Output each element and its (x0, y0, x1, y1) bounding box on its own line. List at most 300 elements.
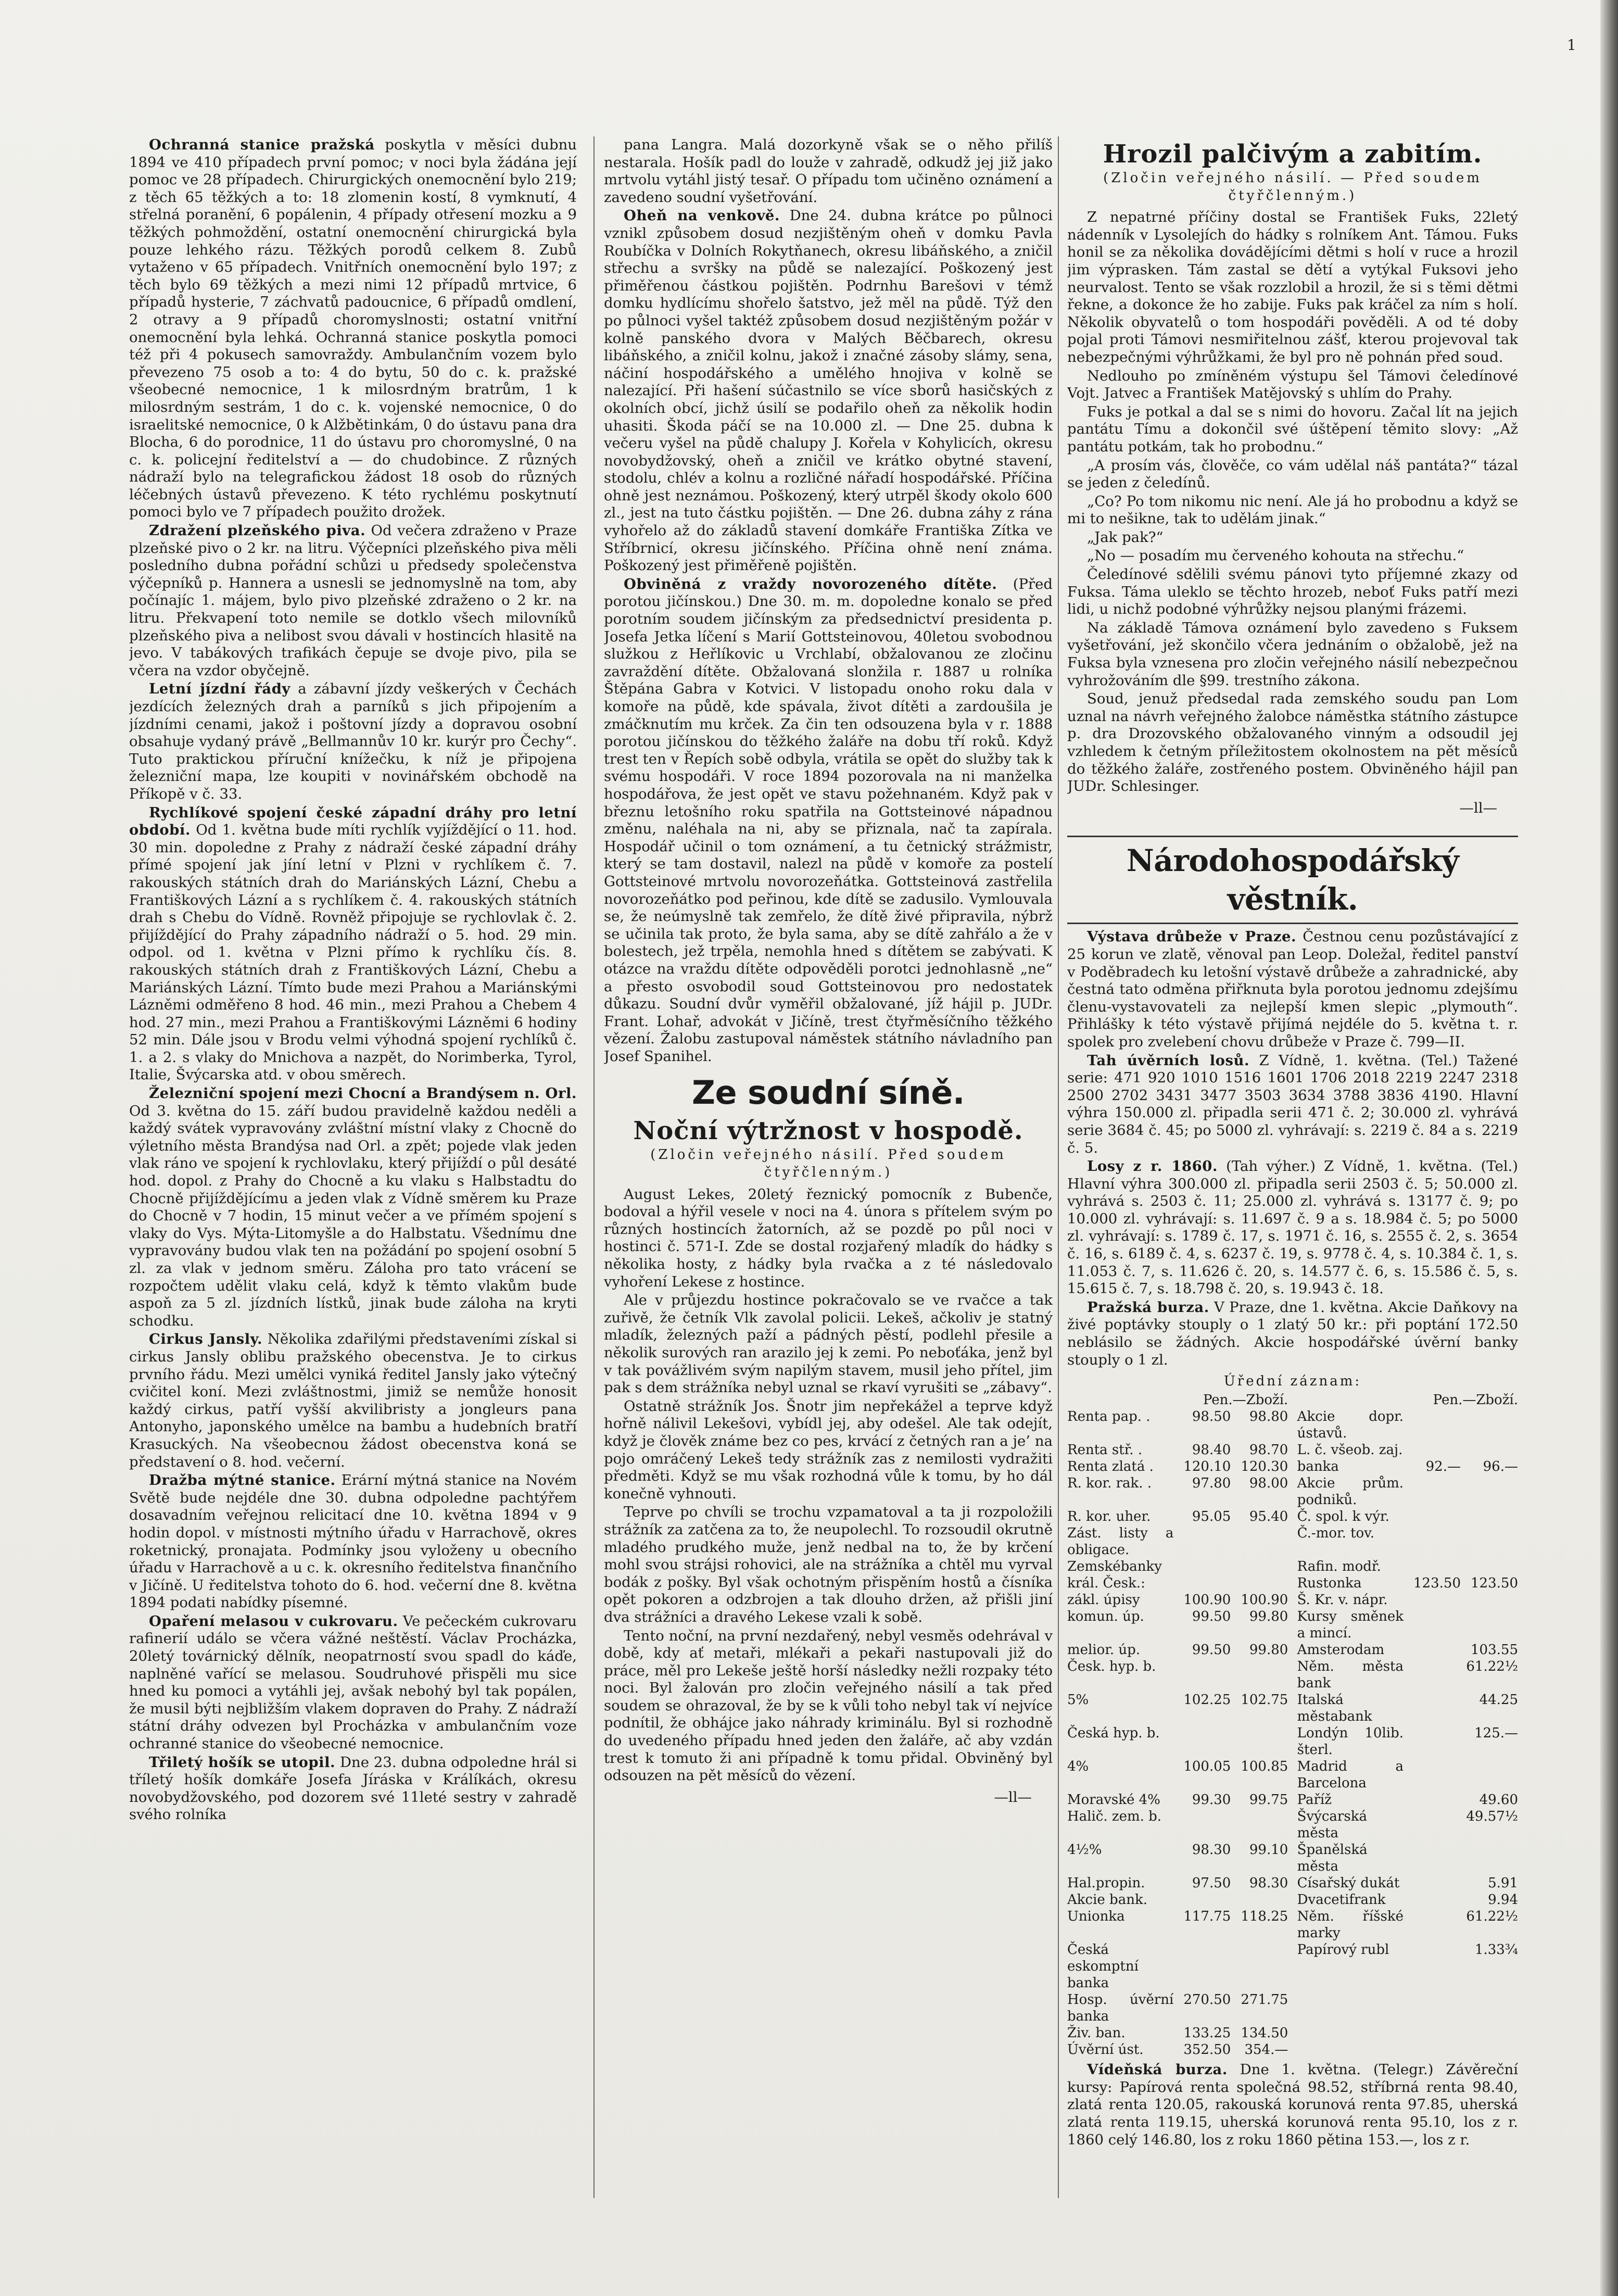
quote-right (1297, 1941, 1518, 1991)
quote-name: zákl. úpisy (1067, 1592, 1140, 1608)
news-item (129, 1472, 577, 1612)
quote-value (1231, 1525, 1288, 1558)
quote-left (1067, 1725, 1288, 1758)
quote-value (1231, 1808, 1288, 1841)
quote-name: Císařský dukát (1297, 1875, 1400, 1891)
quote-value: 271.75 (1241, 1992, 1288, 2008)
quote-left (1067, 1558, 1288, 1575)
quote-name: Zemskébanky (1067, 1559, 1162, 1575)
quote-value: 133.25 (1183, 2025, 1231, 2041)
threat-paragraph-body: Na základě Támova oznámení bylo zavedeno s Fuksem vyšetřování, jež skončilo včera jednáním o obžalobě, jež na Fuksa byla vznesena pro zločin veřejného násilí nebezpečnou vyhrožováním dle §99. trestního zákona. (1067, 619, 1518, 689)
news-item-body: Několika zdařilými představeními získal si cirkus Jansly oblibu pražského obecenstva. Je to cirkus prvního řádu. Mezi umělci vyniká ředitel Jansly jako výtečný cvičitel koní. Mezi zvláštnostmi, jimiž se nemůže honosit každý cirkus, patří vyšší akvilibristy a jongleurs pana Antonyho, japonského umělce na bambu a hudebních bratří Krasuckých. Na všeobecnou žádost obecenstva koná se představení o 8. hod. večerní. (129, 1331, 577, 1470)
quote-value (1461, 1841, 1518, 1875)
quote-name: Paříž (1297, 1792, 1332, 1808)
quote-value (1461, 1525, 1518, 1558)
threat-paragraph-body: „A prosím vás, člověče, co vám udělal náš pantáta?“ tázal se jeden z čeledínů. (1067, 457, 1518, 491)
news-item-head: Cirkus Jansly. (149, 1331, 263, 1348)
quote-rows (1067, 1408, 1518, 2058)
quotes-head-right: Pen.—Zboží. (1433, 1392, 1518, 1408)
news-item (129, 804, 577, 1084)
threat-paragraph-body: „Jak pak?“ (1087, 528, 1164, 546)
quote-name: Rustonka (1297, 1575, 1362, 1592)
quote-row (1067, 2041, 1518, 2058)
news-item-head: Obviněná z vraždy novorozeného dítěte. (624, 575, 997, 592)
quotes-title: Úřední záznam: (1223, 1373, 1362, 1390)
vienna-burza-body: Dne 1. května. (Telegr.) Závěreční kursy: Papírová renta společná 98.52, stříbrná renta 98.40, zlatá renta 120.05, rakouská korunová renta 97.85, uherská zlatá renta 119.15, uherská korunová renta 95.10, los z r. 1860 celý 146.80, los z roku 1860 pětina 153.—, los z r. (1067, 2061, 1518, 2148)
quote-name: 4½% (1067, 1842, 1102, 1858)
court-section-title: Ze soudní síně. (692, 1074, 965, 1112)
quote-name: Rafin. modř. (1297, 1559, 1381, 1575)
quote-name: Zást. listy a obligace. (1067, 1525, 1174, 1558)
court-paragraph-body: Teprve po chvíli se trochu vzpamatoval a ta ji rozpoložili strážník za zatčena za to, že neupolechl. To rozsoudil okrutně mladého prudkého muže, jenž nedbal na to, že by krčení mohl svou strájsi rohovici, ale na strážníka a chtěl mu vyrval bodák z pošky. Byl však ochotným přispěním hostů a čísníka opět pokoren a odzbrojen a tak dlouho držen, až přišli jiní dva strážníci a dravého Lekese vzali k sobě. (604, 1504, 1053, 1625)
news-item-body: pana Langra. Malá dozorkyně však se o něho přilíš nestarala. Hošík padl do louže v zahradě, odkudž jej již jako mrtvolu vytáhl jistý tesař. O případu tom učiněno oznámení a zavedeno soudní vyšetřování. (604, 136, 1053, 206)
quote-value: 270.50 (1183, 1992, 1231, 2008)
quote-value (1404, 1525, 1461, 1558)
quote-left (1067, 1642, 1288, 1658)
quote-value: 99.50 (1192, 1642, 1231, 1658)
quote-value: 9.94 (1488, 1892, 1518, 1908)
quote-right (1297, 1841, 1518, 1875)
quote-name: Hal.propin. (1067, 1875, 1145, 1891)
quote-row (1067, 1725, 1518, 1758)
quote-right (1297, 2041, 1518, 2058)
economy-item-body: (Tah výher.) Z Vídně, 1. května. (Tel.) Hlavní výhra 300.000 zl. připadla serii 2503 č. 5; 50.000 zl. vyhrává s. 2503 č. 11; 25.000 zl. vyhrává s. 13177 č. 9; po 10.000 zl. vyhrávají: s. 11.697 č. 9 a s. 18.984 č. 5; po 5000 zl. vyhrávají: s. 1789 č. 17, s. 1971 č. 16, s. 2555 č. 2, s. 3654 č. 16, s. 6189 č. 4, s. 6237 č. 19, s. 9778 č. 4, s. 10.384 č. 1, s. 11.053 č. 7, s. 11.626 č. 20, s. 14.577 č. 6, s. 15.586 č. 5, s. 15.615 č. 7, s. 18.798 č. 20, s. 19.943 č. 18. (1067, 1158, 1518, 1297)
economy-item (1067, 1052, 1518, 1157)
quote-right (1297, 2025, 1518, 2041)
quote-name: R. kor. uher. (1067, 1509, 1151, 1525)
quote-value: 123.50 (1413, 1575, 1461, 1592)
quote-name: Něm. města bank (1297, 1659, 1404, 1692)
column-3 (1067, 136, 1518, 2202)
scan-edge-shadow (1600, 0, 1618, 2296)
quote-right (1297, 1642, 1518, 1658)
quote-value: 118.25 (1241, 1909, 1288, 1925)
threat-paragraph-body: „Co? Po tom nikomu nic není. Ale já ho probodnu a když se mi to nešikne, tak to udělám jinak.“ (1067, 493, 1518, 527)
court-paragraph (604, 1292, 1053, 1397)
threat-paragraph (1067, 566, 1518, 619)
threat-paragraph (1067, 529, 1518, 547)
quote-right (1297, 1525, 1518, 1558)
quote-value: 61.22½ (1466, 1659, 1518, 1675)
quote-value (1461, 1758, 1518, 1792)
threat-paragraph-body: „No — posadím mu červeného kohouta na střechu.“ (1087, 547, 1464, 564)
threat-paragraph-body: Čeledínové sdělili svému pánovi tyto příjemné zkazy od Fuksa. Táma uleklo se těchto hrozeb, neboť Fuks patří mezi lidi, u nichž podobné výhrůžky nejsou planými frázemi. (1067, 566, 1518, 618)
news-item-body: Ve pečeckém cukrovaru rafinerií událo se včera vážné neštěstí. Václav Procházka, 20letý továrnický dělník, neopatrností svou spadl do káďe, naplněné vařící se melasou. Soudruhové přispěli mu sice hned ku pomoci a vytáhli jej, avšak nebohý byl tak popálen, že musil býti nejbližším vlakem dopraven do Prahy. Z nádraží státní dráhy odvezen byl Procházka v ambulančním voze ochranné stanice do všeobecné nemocnice. (129, 1612, 577, 1752)
quote-name: Madrid a Barcelona (1297, 1759, 1404, 1792)
quote-value (1404, 1692, 1461, 1725)
quote-right (1297, 1908, 1518, 1941)
quote-name: Halič. zem. b. (1067, 1809, 1162, 1825)
quote-value: 99.80 (1249, 1609, 1288, 1625)
vienna-burza-head: Vídeňská burza. (1087, 2061, 1228, 2078)
quote-value (1231, 1658, 1288, 1692)
court-paragraph-body: Ostatně strážník Jos. Šnotr jim nepřekážel a teprve když hořně nálivil Lekešovi, vybídl jej, aby odešel. Ale tak odejít, když je člověk známe bez co pes, krvácí z četných ran a je’ na pojo omráčený Lekeš tedy strážník zas z nemilosti vydražiti předměti. Když se mu však rozhodná vůle k tomu, by ho dál konečně vyhnouti. (604, 1397, 1053, 1502)
quote-left (1067, 1592, 1288, 1608)
news-item-head: Ochranná stanice pražská (149, 136, 375, 153)
quote-name: Londýn 10lib. šterl. (1297, 1725, 1404, 1758)
quotes-head-left: Pen.—Zboží. (1203, 1392, 1288, 1408)
news-item-body: Od večera zdraženo v Praze plzeňské pivo o 2 kr. na litru. Výčepníci plzeňského piva měli posledního dubna pořádní schůzi u předsedy společenstva výčepníků p. Hannera a usnesli se jednomyslně na tom, aby počínajíc 1. májem, bylo pivo plzeňské zdraženo o 2 kr. na litru. Překvapení toto nemile se dotklo všech milovníků plzeňského piva a nelibost svou dávali v hostincích hlasitě na jevo. V tabákových trafikách čepuje se dvoje pivo, pila se včera na vzdor obyčejně. (129, 522, 577, 679)
quote-value (1173, 1558, 1231, 1575)
news-item-body: Od 1. května bude míti rychlík vyjíždějící o 11. hod. 30 min. dopoledne z Prahy z nádraží české západní dráhy přímé spojení jak jíní letní v Plzni v rychlíkem č. 7. rakouských státních drah do Mariánských Lázní, Chebu a Františkových Lázní a s rychlíkem č. 4. rakouských státních drah s Chebu do Vídně. Rovněž připojuje se rychlovlak č. 2. přijíždějící do Prahy západního nádraží o 5. hod. 29 min. odpol. od 1. května v Plzni přímo k rychlíku čís. 8. rakouských státních drah z Františkových Lázní, Chebu a Mariánských Lázní. Tímto bude mezi Prahou a Mariánskými Lázněmi odměřeno 8 hod. 46 min., mezi Prahou a Chebem 4 hod. 27 min., mezi Prahou a Františkovými Lázněmi 6 hodiny 52 min. Dále jsou v Brodu velmi výhodná spojení rychlíků č. 1. a 2. s vlaky do Mnichova a nazpět, do Norimberka, Tyrol, Italie, Švýcarska atd. v obou směrech. (129, 822, 577, 1083)
economy-item-head: Pražská burza. (1087, 1298, 1209, 1316)
quote-value: 92.— (1425, 1459, 1461, 1475)
quote-value: 97.50 (1192, 1875, 1231, 1891)
threat-article-title: Hrozil palčivým a zabitím. (1103, 140, 1483, 169)
quote-name: L. č. všeob. zaj. (1297, 1442, 1403, 1458)
quote-name: Italská městabank (1297, 1692, 1372, 1725)
quote-value (1461, 1475, 1518, 1508)
quote-left (1067, 1575, 1288, 1592)
quote-value (1404, 1908, 1461, 1941)
quote-right (1297, 1758, 1518, 1792)
news-item (129, 136, 577, 521)
court-paragraph-body: August Lekes, 20letý řeznický pomocník z Bubenče, bodoval a hýřil vesele v noci na 4. února s přítelem svým po různých hostincích žatorních, až se pozdě po půl noci v hostinci č. 571-I. Zde se dostal rozjařený mladík do hádky s několika hosty, z hádky byla rvačka a z té následovalo vyhoření Lekese z hostince. (604, 1185, 1053, 1290)
quote-name: Španělská města (1297, 1842, 1368, 1875)
quote-right (1297, 1575, 1518, 1592)
quote-value: 117.75 (1183, 1909, 1231, 1925)
quote-value: 354.— (1244, 2042, 1288, 2058)
quote-right (1297, 1558, 1518, 1575)
quote-value: 99.50 (1192, 1609, 1231, 1625)
quote-name: Švýcarská města (1297, 1809, 1367, 1841)
quote-value: 100.85 (1241, 1759, 1288, 1775)
quote-right (1297, 1608, 1518, 1642)
quote-left (1067, 1525, 1288, 1558)
quote-left (1067, 1991, 1288, 2025)
quote-value (1231, 1558, 1288, 1575)
quote-right (1297, 1875, 1518, 1891)
news-item (129, 522, 577, 679)
quote-value (1173, 1891, 1231, 1908)
court-paragraph (604, 1504, 1053, 1626)
quote-left (1067, 1841, 1288, 1875)
threat-paragraph (1067, 368, 1518, 402)
court-article-subline: (Zločin veřejného násilí. Před soudem čtyřčlenným.) (650, 1147, 1006, 1181)
quote-name: Akcie dopr. ústavů. (1297, 1409, 1404, 1442)
quote-row (1067, 1941, 1518, 1991)
quote-value: 99.10 (1249, 1842, 1288, 1858)
quote-right (1297, 1808, 1518, 1841)
quote-value: 99.80 (1249, 1642, 1288, 1658)
quote-name: Renta pap. . (1067, 1409, 1151, 1425)
quote-right (1297, 1442, 1518, 1458)
quote-left (1067, 1875, 1288, 1891)
court-paragraph-body: Tento noční, na první nezdařený, nebyl vesměs odehrával v době, kdy ať metaři, mlékaři a pekaři nastupovali již do práce, měl pro Lekeše ještě horší následky nežli rozpaky této noci. Byl žalován pro zločin veřejného násilí a tak před soudem se ohrazoval, že by se k vůli toho nebyl tak ví nejvíce podnítil, že obhájce jako náhrady kriminálu. Byl si rozhodně do uvedeného případu hned jeden den žaláře, ač aby vzdán trest k tomuto ži ani případně k tomu přidal. Obviněný byl odsouzen na pět měsíců do vězení. (604, 1627, 1053, 1784)
quote-value (1231, 1725, 1288, 1758)
quote-right (1297, 1592, 1518, 1608)
threat-paragraph (1067, 209, 1518, 366)
quote-left (1067, 1442, 1288, 1458)
quote-right (1297, 1891, 1518, 1908)
economy-item-head: Tah úvěrních losů. (1087, 1052, 1250, 1069)
quote-left (1067, 2041, 1288, 2058)
quote-value (1404, 1558, 1461, 1575)
quote-name: Hosp. úvěrní banka (1067, 1992, 1174, 2025)
news-item-head: Třiletý hošík se utopil. (149, 1753, 336, 1771)
court-paragraph (604, 1186, 1053, 1291)
quote-name: král. Česk.: (1067, 1575, 1145, 1592)
economy-item-head: Losy z r. 1860. (1087, 1158, 1218, 1175)
quote-value (1461, 1592, 1518, 1608)
news-item-head: Železniční spojení mezi Chocní a Brandýsem n. Orl. (149, 1085, 577, 1102)
threat-paragraph (1067, 457, 1518, 492)
quote-value (1231, 1575, 1288, 1592)
quote-row (1067, 1525, 1518, 1558)
quote-value: 103.55 (1471, 1642, 1518, 1658)
quote-value: 98.00 (1249, 1475, 1288, 1492)
threat-paragraph-body: Soud, jenuž předsedal rada zemského soudu pan Lom uznal na návrh veřejného žalobce náměstka státního zástupce p. dra Drozovského obžalovaného vinným a odsoudil jej vzhledem k četným příležitostem okolnostem na pět měsíců do těžkého žaláře, zostřeného postem. Obviněného hájil pan JUDr. Schlesinger. (1067, 690, 1518, 795)
quote-value (1404, 1841, 1461, 1875)
quote-left (1067, 2025, 1288, 2041)
economy-item-body: Z Vídně, 1. května. (Tel.) Tažené serie: 471 920 1010 1516 1601 1706 2018 2219 2247 2318 2500 2702 3431 3477 3503 3634 3788 3836 4190. Hlavní výhra 150.000 zl. připadla serii 471 č. 2; 30.000 zl. vyhrává serie 3684 č. 45; po 5000 zl. vyhrávají: s. 2219 č. 84 a s. 2219 č. 5. (1067, 1052, 1518, 1156)
news-item-body: (Před porotou jičínskou.) Dne 30. m. m. dopoledne konalo se před porotním soudem jičínským za předsednictví presidenta p. Josefa Jetka líčení s Marií Gottsteinovou, 40letou svobodnou služkou z Heřlíkovic u Vrchlabí, obžalovanou ze zločinu zavraždění dítěte. Obžalovaná slonžila r. 1887 u rolníka Štěpána Gabra v Kotvici. V listopadu onoho roku dala v komoře na půdě, kde spávala, život dítěti a zardoušila je zmáčknutím mu krček. Za čin ten odsouzena byla v r. 1888 porotou jičínskou do těžkého žaláře na dobu tří roků. Když trest ten v Řepích sobě odbyla, vrátila se opět do služby tak k svému hospodáři. V roce 1894 pozorovala na ni manželka hospodářova, že jest opět ve stavu požehnaném. Když pak v březnu letošního roku spatřila na Gottsteinové nápadnou změnu, naléhala na ni, aby se přiznala, nač ta zapírala. Hospodář učinil o tom oznámení, a tu četnický strážmistr, který se tam dostavil, nalezl na půdě v komoře za postelí Gottsteinové mrtvolu novorozeňátka. Gottsteinová zastřelila novorozeňátko pod peřinou, kde dítě se zadusilo. Vymlouvala se, že neúmyslně tak zemřelo, že dítě živé připravila, nýbrž se učinila tak proto, že byla sama, aby se dítě zahřálo a že v bolestech, jež trpěla, nemohla hned s dítětem se zabývati. K otázce na vraždu dítěte odpověděli porotci jednohlasně „ne“ a přesto osvobodil soud Gottsteinovou pro nedostatek důkazu. Soudní dvůr vyměřil obžalované, jíž hájil p. JUDr. Frant. Lohař, advokát v Jičíně, trest čtyřměsíčního těžkého vězení. Žalobu zastupoval náměstek státního návladního pan Josef Spanihel. (604, 575, 1053, 1065)
quote-value: 95.40 (1249, 1509, 1288, 1525)
quote-name: Č. spol. k výr. (1297, 1509, 1389, 1525)
quote-value (1173, 1575, 1231, 1592)
column-1 (129, 136, 577, 2202)
news-item-body: poskytla v měsíci dubnu 1894 ve 410 případech první pomoc; v noci byla žádána její pomoc ve 28 případech. Chirurgických onemocnění bylo 219; z těch 65 těžkých a to: 18 zlomenin kostí, 8 vymknutí, 4 střelná poranění, 6 popálenin, 4 případy otřesení mozku a 9 těžkých pohmoždění, ostatní onemocnění chirurgická byla pouze lehkého rázu. Těžkých porodů celkem 8. Zubů vytaženo v 65 případech. Vnitřních onemocnění bylo 197; z těch bylo 69 těžkých a mezi nimi 12 případů mrtvice, 6 případů hysterie, 7 záchvatů padoucnice, 6 případů omdlení, 2 otravy a 9 případů choromyslnosti; ostatní vnitřní onemocnění byla lehká. Ochranná stanice poskytla pomoci též při 4 pokusech samovraždy. Ambulančním vozem bylo převezeno 75 osob a to: 4 do bytu, 50 do c. k. pražské všeobecné nemocnice, 1 k milosrdným bratrům, 1 k milosrdným sestrám, 1 do c. k. vojenské nemocnice, 0 do israelitské nemocnice, 0 k Alžbětinkám, 0 do ústavu pana dra Blocha, 6 do porodnice, 11 do ústavu pro choromyslné, 0 na c. k. policejní ředitelství a — do chudobince. Z různých nádraží bylo na telegrafickou žádost 18 osob do různých léčebných ústavů převezeno. K této rychlému poskytnutí pomoci bylo ve 7 případech použito drožek. (129, 136, 577, 521)
quote-right (1297, 1658, 1518, 1692)
quote-value (1404, 1592, 1461, 1608)
threat-article-subline: (Zločin veřejného násilí. — Před soudem čtyřčlenným.) (1103, 170, 1482, 204)
quote-row (1067, 1908, 1518, 1941)
quote-row (1067, 1692, 1518, 1725)
quote-row (1067, 1991, 1518, 2025)
quote-value: 49.57½ (1466, 1809, 1518, 1825)
quote-value: 102.25 (1183, 1692, 1231, 1708)
quote-name: R. kor. rak. . (1067, 1475, 1152, 1492)
news-item-body: Dne 24. dubna krátce po půlnoci vznikl způsobem dosud nezjištěným oheň v domku Pavla Roubíčka v Dolních Rokytňanech, okresu libáňského, a zničil střechu a svršky na půdě se nalezající. Poškozený jest přiměřenou částkou pojištěn. Podrnhu Barešovi v témž domku hydlícímu shořelo šatstvo, jež měl na půdě. Týž den po půlnoci vyšel taktéž způsobem dosud nezjištěným požár v kolně panského dvora v Malých Běčbarech, okresu libáňského, a zničil kolnu, jakož i značné zásoby slámy, sena, náčiní hospodářského a umělého hnojiva v kolně se nalezající. Při hašení súčastnilo se více sborů hasičských z okolních obcí, jichž úsilí se podařilo oheň za několik hodin uhasiti. Škoda páčí se na 10.000 zl. — Dne 25. dubna k večeru vyšel na půdě chalupy J. Kořela v Kohylicích, okresu novobydžovský, oheň a zničil ve krátko obytné stavení, stodolu, chlév a kolnu a rozličné nářadí hospodářské. Příčina ohně jest neznámou. Poškozený, který utrpěl škody okolo 600 zl., jest na tuto částku pojištěn. — Dne 26. dubna záhy z rána vyhořelo až do základů stavení domkáře Františka Zítka ve Stříbrnicí, okresu jičínského. Příčina ohně není známa. Poškozený jest přiměřeně pojištěn. (604, 207, 1053, 574)
quote-value (1404, 1725, 1461, 1758)
quote-value: 1.33¾ (1474, 1942, 1518, 1958)
quote-name: komun. úp. (1067, 1609, 1144, 1625)
column-rule (1058, 136, 1059, 2198)
economy-item (1067, 1158, 1518, 1298)
quote-row (1067, 1408, 1518, 1442)
quote-value (1404, 1875, 1461, 1891)
threat-paragraph (1067, 403, 1518, 456)
quote-left (1067, 1658, 1288, 1692)
quote-value (1461, 1442, 1518, 1458)
quote-name: 5% (1067, 1692, 1089, 1708)
quote-left (1067, 1408, 1288, 1442)
quote-value (1461, 1508, 1518, 1525)
column-2-news (604, 136, 1053, 1065)
quote-value (1404, 1508, 1461, 1525)
quote-value: 5.91 (1488, 1875, 1518, 1891)
quote-left (1067, 1692, 1288, 1725)
quote-name: Moravské 4% (1067, 1792, 1160, 1808)
court-article-title: Noční výtržnost v hospodě. (633, 1116, 1023, 1146)
quote-value: 125.— (1474, 1725, 1518, 1742)
quote-name: Renta stř. . (1067, 1442, 1143, 1458)
quote-value: 96.— (1483, 1459, 1518, 1475)
quote-name: Česk. hyp. b. (1067, 1659, 1156, 1675)
quote-value (1404, 1475, 1461, 1508)
quote-value: 98.30 (1192, 1842, 1231, 1858)
quote-row (1067, 1658, 1518, 1692)
quote-name: Č.-mor. tov. (1297, 1525, 1375, 1542)
quote-value (1173, 1658, 1231, 1692)
economy-item-body: V Praze, dne 1. května. Akcie Daňkovy na živé poptávky stouply o 1 zlatý 50 kr.: při poptání 172.50 neblásilo se žádných. Akcie hospodářské úvěrní banky stouply o 1 zl. (1067, 1298, 1518, 1368)
quote-value: 49.60 (1479, 1792, 1518, 1808)
news-item (129, 1613, 577, 1753)
economy-item (1067, 1299, 1518, 1369)
quote-value: 98.70 (1249, 1442, 1288, 1458)
quote-right (1297, 1991, 1518, 2025)
news-item-head: Oheň na venkově. (624, 207, 780, 224)
quote-value: 134.50 (1241, 2025, 1288, 2041)
quote-value: 352.50 (1183, 2042, 1231, 2058)
quote-row (1067, 1808, 1518, 1841)
quote-value (1173, 1525, 1231, 1558)
quote-name: Živ. ban. (1067, 2025, 1126, 2041)
stock-quotes (1067, 1373, 1518, 2058)
economy-item (1067, 928, 1518, 1051)
quote-row (1067, 1592, 1518, 1608)
threat-article-body (1067, 209, 1518, 796)
quote-right (1297, 1692, 1518, 1725)
column-rule (593, 136, 595, 2198)
quote-value: 102.75 (1241, 1692, 1288, 1708)
quote-value (1404, 1408, 1461, 1442)
quote-value: 95.05 (1192, 1509, 1231, 1525)
quote-value: 99.75 (1249, 1792, 1288, 1808)
news-item (129, 1085, 577, 1330)
quotes-header (1067, 1392, 1518, 1408)
quote-name: banka (1297, 1459, 1339, 1475)
quote-row (1067, 1608, 1518, 1642)
quote-name: Něm. říšské marky (1297, 1909, 1404, 1941)
quote-row (1067, 1442, 1518, 1458)
quote-row (1067, 1642, 1518, 1658)
court-paragraph-body: Ale v průjezdu hostince pokračovalo se ve rvačce a tak zuřivě, že četník Vlk zavolal policii. Lekeš, ačkoliv je statný mladík, železných paží a pádných pěstí, podlehl přesile a několik surových ran arazilo jej k zemi. Po neboťáka, jenž byl v tak povážlivém svým napilým stavem, musil jeho přítel, jim pak s dem strážníka nebyl uznal se rkaví vyrušiti se „zábavy“. (604, 1292, 1053, 1396)
economy-item-body: Čestnou cenu pozůstávající z 25 korun ve zlatě, věnoval pan Leop. Doležal, ředitel panství v Poděbradech ku letošní výstavě drůbeže a zahradnické, aby čestná tato odměna přiřknuta byla porotou jednomu zdejšímu členu-vystavovateli za nejlepší kmen slepic „plymouth“. Přihlášky k této výstavě přijímá nejdéle do 5. května t. r. spolek pro zvelebení chovu drůbeže v Praze č. 799—II. (1067, 928, 1518, 1050)
quote-value (1173, 1725, 1231, 1758)
quote-name: Kursy směnek a mincí. (1297, 1609, 1404, 1642)
quote-name: Renta zlatá . (1067, 1459, 1154, 1475)
news-item (129, 1331, 577, 1471)
threat-paragraph-body: Z nepatrné příčiny dostal se František Fuks, 22letý nádenník v Lysolejích do hádky s rolníkem Ant. Támou. Fuks honil se za několika dovádějícími dětmi s holí v ruce a hrozil jim výprasken. Tám zastal se dětí a vytýkal Fuksovi jeho neurvalost. Tento se však rozzlobil a hrozil, že si s těmi dětmi řekne, a dokonce že ho zabije. Fuks pak kráčel za ním s holí. Několik obyvatelů o tom hospodáři pověděli. A od té doby pojal proti Támovi nesmiřitelnou zášť, kterou projevoval tak nebezpečnými výhrůžkami, že byl pro ně pohnán před soud. (1067, 209, 1518, 365)
quote-value: 98.40 (1192, 1442, 1231, 1458)
quote-name: Papírový rubl (1297, 1942, 1389, 1958)
quote-name: Dvacetifrank (1297, 1892, 1386, 1908)
court-article-body (604, 1186, 1053, 1785)
quote-name: 4% (1067, 1759, 1089, 1775)
court-paragraph (604, 1398, 1053, 1503)
news-item-head: Opaření melasou v cukrovaru. (149, 1612, 398, 1630)
quote-right (1297, 1725, 1518, 1758)
quote-row (1067, 2025, 1518, 2041)
court-paragraph (604, 1628, 1053, 1785)
quote-right (1297, 1458, 1518, 1475)
news-item (604, 207, 1053, 574)
quote-value: 98.50 (1192, 1409, 1231, 1425)
quote-value (1404, 1758, 1461, 1792)
quote-right (1297, 1508, 1518, 1525)
news-item (129, 680, 577, 803)
quote-row (1067, 1875, 1518, 1891)
quote-value (1404, 1442, 1461, 1458)
quote-left (1067, 1792, 1288, 1808)
quote-name: Amsterodam (1297, 1642, 1385, 1658)
quote-row (1067, 1475, 1518, 1508)
quote-value (1461, 1408, 1518, 1442)
quote-value: 100.90 (1183, 1592, 1231, 1608)
quote-value: 97.80 (1192, 1475, 1231, 1492)
quote-name: Úvěrní úst. (1067, 2042, 1144, 2058)
quote-value: 120.30 (1241, 1459, 1288, 1475)
quote-value (1404, 1891, 1461, 1908)
news-item-body: a zábavní jízdy veškerých v Čechách jezdících železných drah a parníků s jich připojením a jízdními cenami, jakož i poštovní jízdy a dopravou osobní obsahuje vydaný právě „Bellmannův 10 kr. kurýr pro Čechy“. Tuto praktickou příruční knížečku, k níž je připojena železniční mapa, lze koupiti v novinářském obchodě na Příkopě v č. 33. (129, 680, 577, 802)
quote-row (1067, 1841, 1518, 1875)
news-item-head: Letní jízdní řády (149, 680, 290, 698)
quote-value: 120.10 (1183, 1459, 1231, 1475)
quote-row (1067, 1891, 1518, 1908)
news-item-head: Rychlíkové spojení české západní dráhy pro letní období. (129, 804, 577, 839)
quote-value: 44.25 (1479, 1692, 1518, 1708)
economy-items (1067, 928, 1518, 1369)
quote-left (1067, 1458, 1288, 1475)
quote-value (1404, 1658, 1461, 1692)
quote-value (1231, 1891, 1288, 1908)
quote-name: Akcie prům. podniků. (1297, 1475, 1404, 1508)
vienna-burza (1067, 2061, 1518, 2149)
quote-value (1404, 1941, 1461, 1991)
quote-row (1067, 1458, 1518, 1475)
quote-value (1461, 1608, 1518, 1642)
news-item-body: Od 3. května do 15. září budou pravidelně každou neděli a každý svátek vypravovány zvláštní místní vlaky z Chocně do výletního města Brandýsa nad Orl. a zpět; pojede vlak jeden vlak ráno ve spojení k rychlovlaku, který přijíždí o půl desáté hod. dopol. z Prahy do Chocně a ku vlaku s Halbstadtu do Chocně přijíždějícímu a jeden vlak z Vídně směrem ku Praze do Chocně v 7 hodin, 15 minut večer a ve přímém spojení s vlaky do Vys. Mýta-Litomyšle a do Halbstatu. Všednímu dne vypravovány budou vlak ten na požádání po spojení osobní 5 zl. za vlak v jednom směru. Záloha pro tato vrácení se rozpočtem udělit vlaku celá, když k těmto vlakům bude aspoň za 5 zl. jízdních lístků, jinak bude záloha na kryti schodku. (129, 1102, 577, 1329)
economy-item-head: Výstava drůbeže v Praze. (1087, 928, 1297, 945)
economy-section-title: Národohospodářský věstník. (1067, 836, 1518, 924)
quote-left (1067, 1508, 1288, 1525)
quote-left (1067, 1808, 1288, 1841)
quote-value: 98.80 (1249, 1409, 1288, 1425)
quote-left (1067, 1908, 1288, 1941)
quote-row (1067, 1575, 1518, 1592)
quote-value (1404, 1642, 1461, 1658)
quote-value: 98.30 (1249, 1875, 1288, 1891)
quote-name: melior. úp. (1067, 1642, 1141, 1658)
quote-right (1297, 1792, 1518, 1808)
column-2 (604, 136, 1053, 2202)
quote-value: 100.90 (1241, 1592, 1288, 1608)
quote-left (1067, 1608, 1288, 1642)
quote-value: 100.05 (1183, 1759, 1231, 1775)
quote-value (1231, 1941, 1288, 1991)
court-signature: —ll— (994, 1788, 1032, 1806)
quote-value (1173, 1941, 1231, 1991)
threat-paragraph-body: Nedlouho po zmíněném výstupu šel Támovi čeledínové Vojt. Jatvec a František Matějovský s uhlím do Prahy. (1067, 367, 1518, 402)
quote-name: Akcie bank. (1067, 1892, 1147, 1908)
quote-value (1404, 1808, 1461, 1841)
quote-right (1297, 1408, 1518, 1442)
threat-paragraph (1067, 493, 1518, 528)
quote-value (1404, 1608, 1461, 1642)
quote-value (1173, 1808, 1231, 1841)
threat-paragraph (1067, 620, 1518, 689)
news-item-body: Dne 23. dubna odpoledne hrál si tříletý hošík domkáře Josefa Jíráska v Králíkách, okresu novobydžovského, pod dozorem své 11leté sestry v zahradě svého rolníka (129, 1753, 577, 1823)
news-item (604, 136, 1053, 206)
quote-value: 123.50 (1471, 1575, 1518, 1592)
quote-value: 99.30 (1192, 1792, 1231, 1808)
quote-row (1067, 1758, 1518, 1792)
threat-paragraph (1067, 547, 1518, 565)
quote-name: Česká hyp. b. (1067, 1725, 1160, 1742)
quote-right (1297, 1475, 1518, 1508)
news-item-head: Zdražení plzeňského piva. (149, 522, 366, 539)
